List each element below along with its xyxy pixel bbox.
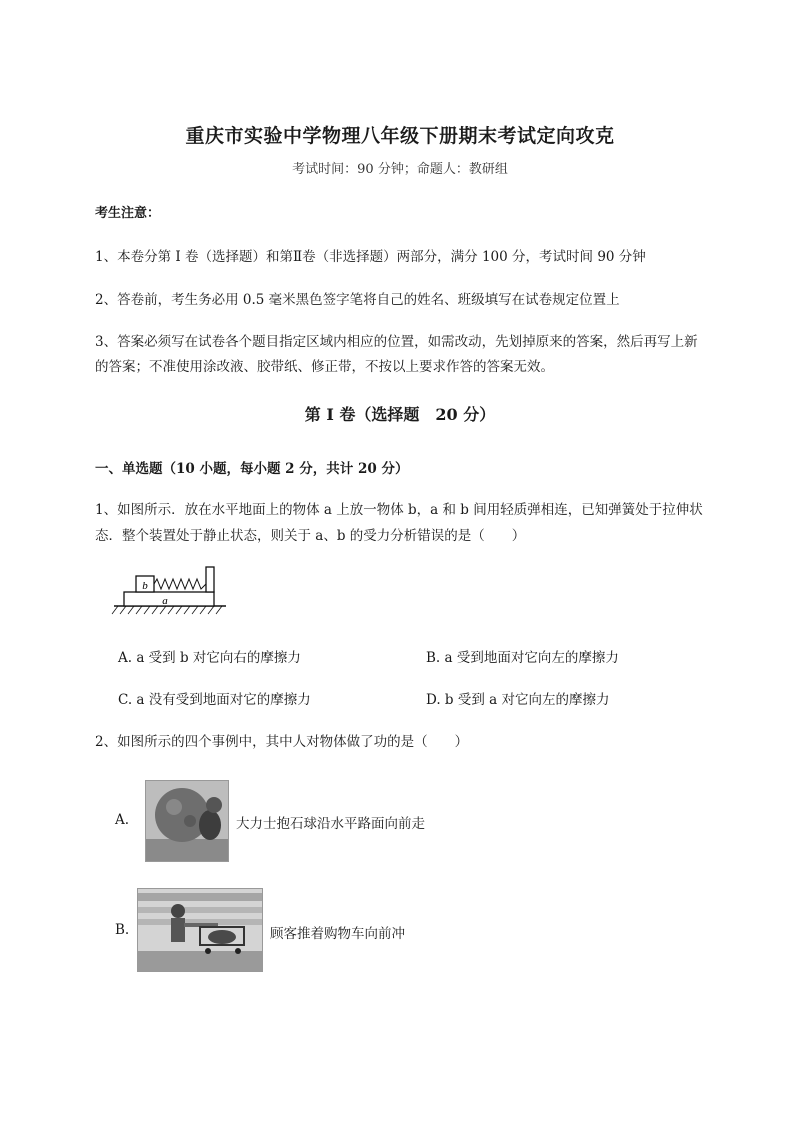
- question-2-option-a-label[interactable]: A.: [115, 812, 130, 828]
- figure-label-b: b: [142, 580, 148, 592]
- figure-label-a: a: [162, 595, 168, 607]
- question-1-stem-line-1: 1、如图所示．放在水平地面上的物体 a 上放一物体 b，a 和 b 间用轻质弹相连，已知弹簧处于拉伸状: [95, 502, 703, 518]
- notice-item-3-cont: 的答案；不准使用涂改液、胶带纸、修正带，不按以上要求作答的答案无效。: [95, 359, 554, 375]
- question-1-option-d[interactable]: D. b 受到 a 对它向左的摩擦力: [426, 692, 610, 708]
- question-2-option-a-text: 大力士抱石球沿水平路面向前走: [236, 816, 425, 832]
- exam-title: 重庆市实验中学物理八年级下册期末考试定向攻克: [185, 125, 615, 147]
- exam-subtitle: 考试时间：90 分钟；命题人：教研组: [292, 162, 508, 177]
- question-1-option-c[interactable]: C. a 没有受到地面对它的摩擦力: [118, 692, 311, 708]
- section-title: 第 I 卷（选择题 20 分）: [304, 405, 496, 424]
- strongman-stone-ball-photo: [145, 780, 229, 862]
- notice-item-3: 3、答案必须写在试卷各个题目指定区域内相应的位置，如需改动，先划掉原来的答案，然后再写上新: [95, 334, 698, 350]
- notice-item-2: 2、答卷前，考生务必用 0.5 毫米黑色签字笔将自己的姓名、班级填写在试卷规定位置上: [95, 292, 620, 308]
- question-1-option-a[interactable]: A. a 受到 b 对它向右的摩擦力: [118, 650, 301, 666]
- part-heading: 一、单选题（10 小题，每小题 2 分，共计 20 分）: [95, 461, 409, 477]
- question-2-option-b-label[interactable]: B.: [115, 922, 130, 938]
- notice-heading: 考生注意：: [95, 206, 161, 221]
- question-1-figure: [110, 562, 230, 620]
- question-1-option-b[interactable]: B. a 受到地面对它向左的摩擦力: [426, 650, 619, 666]
- notice-item-1: 1、本卷分第 I 卷（选择题）和第Ⅱ卷（非选择题）两部分，满分 100 分，考试时间 90 分钟: [95, 249, 646, 265]
- question-2-option-b-text: 顾客推着购物车向前冲: [270, 926, 405, 942]
- question-1-stem-line-2: 态．整个装置处于静止状态，则关于 a、b 的受力分析错误的是（ ）: [95, 528, 526, 544]
- question-2-stem: 2、如图所示的四个事例中，其中人对物体做了功的是（ ）: [95, 734, 469, 750]
- shopping-cart-photo: [137, 888, 263, 972]
